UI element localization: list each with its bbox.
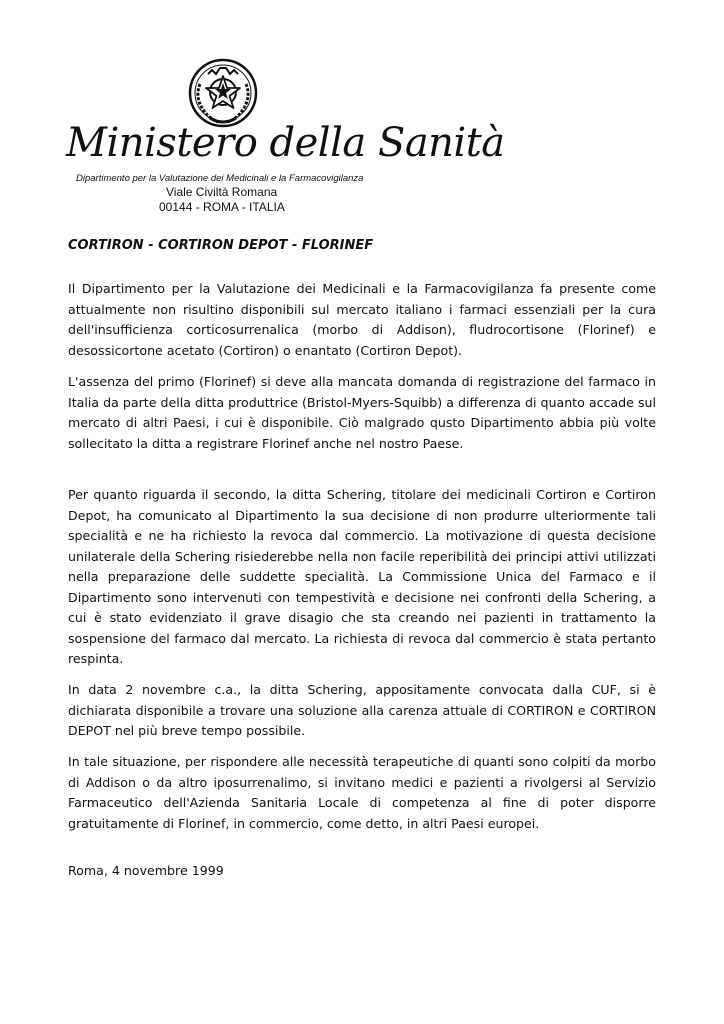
- paragraph-schering-meeting: In data 2 novembre c.a., la ditta Schering, appositamente convocata dalla CUF, si è dichiarata disponibile a trovare una soluzione alla carenza attuale di CORTIRON e CORTIRON DEPOT nel più breve tempo possibile.: [68, 682, 656, 738]
- paragraph-florinef: L'assenza del primo (Florinef) si deve alla mancata domanda di registrazione del farmaco in Italia da parte della ditta produttrice (Bristol-Myers-Squibb) a differenza di quanto accade sul mercato di altri Paesi, i cui è disponibile. Ciò malgrado qusto Dipartimento abbia più volte sollecitato la ditta a registrare Florinef anche nel nostro Paese.: [68, 374, 656, 451]
- paragraph-intro: Il Dipartimento per la Valutazione dei Medicinali e la Farmacovigilanza fa presente come attualmente non risultino disponibili sul mercato italiano i farmaci essenziali per la cura dell'insufficienza corticosurrenalica (morbo di Addison), fludrocortisone (Florinef) e desossicortone acetato (Cortiron) o enantato (Cortiron Depot).: [68, 281, 656, 358]
- paragraph-instructions: In tale situazione, per rispondere alle necessità terapeutiche di quanti sono colpiti da morbo di Addison o da altro iposurrenalimo, si invitano medici e pazienti a rivolgersi al Servizio Farmaceutico dell'Azienda Sanitaria Locale di competenza al fine di poter disporre gratuitamente di Florinef, in commercio, come detto, in altri Paesi europei.: [68, 754, 656, 831]
- paragraph-cortiron: Per quanto riguarda il secondo, la ditta Schering, titolare dei medicinali Cortiron e Cortiron Depot, ha comunicato al Dipartimento la sua decisione di non produrre ulteriormente tali specialità e ne ha richiesto la revoca dal commercio. La motivazione di questa decisione unilaterale della Schering risiederebbe nella non facile reperibilità dei principi attivi utilizzati nella preparazione delle suddette specialità. La Commissione Unica del Farmaco e il Dipartimento sono intervenuti con tempestività e decisione nei confronti della Schering, a cui è stato evidenziato il grave disagio che sta creando nei pazienti in trattamento la sospensione del farmaco dal mercato. La richiesta di revoca dal commercio è stata pertanto respinta.: [68, 487, 656, 666]
- address-city: 00144 - ROMA - ITALIA: [159, 200, 285, 214]
- document-title: CORTIRON - CORTIRON DEPOT - FLORINEF: [68, 238, 374, 253]
- place-and-date: Roma, 4 novembre 1999: [68, 863, 224, 878]
- department-name: Dipartimento per la Valutazione dei Medicinali e la Farmacovigilanza: [76, 173, 364, 184]
- ministry-name-logotype: Ministero della Sanità: [66, 120, 505, 166]
- address-street: Viale Civiltà Romana: [166, 185, 278, 199]
